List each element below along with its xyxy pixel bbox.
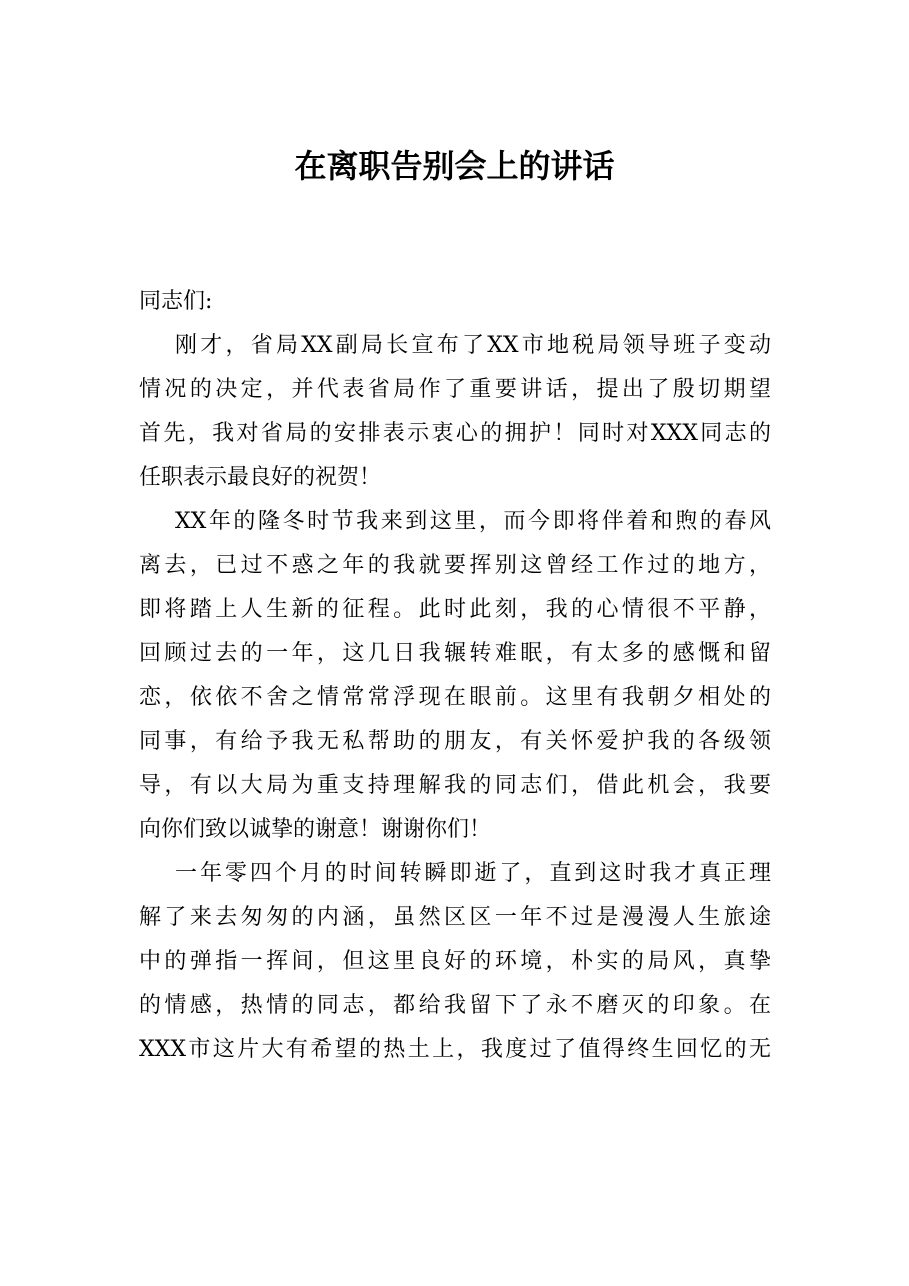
paragraph-line: 导，有以大局为重支持理解我的同志们，借此机会，我要 bbox=[139, 773, 771, 798]
paragraph-line: 即将踏上人生新的征程。此时此刻，我的心情很不平静， bbox=[139, 597, 771, 622]
paragraph-line: 的情感，热情的同志，都给我留下了永不磨灭的印象。在 bbox=[139, 993, 771, 1018]
paragraph-line: 一年零四个月的时间转瞬即逝了，直到这时我才真正理 bbox=[175, 861, 771, 886]
paragraph-line: 同事，有给予我无私帮助的朋友，有关怀爱护我的各级领 bbox=[139, 729, 771, 754]
paragraph-line: 向你们致以诚挚的谢意！谢谢你们！ bbox=[139, 817, 492, 842]
paragraph-line: 离去，已过不惑之年的我就要挥别这曾经工作过的地方， bbox=[139, 553, 771, 578]
paragraph-line: 刚才，省局XX副局长宣布了XX市地税局领导班子变动 bbox=[175, 333, 771, 358]
paragraph-line: 首先，我对省局的安排表示衷心的拥护！同时对XXX同志的 bbox=[139, 421, 771, 446]
paragraph-line: 任职表示最良好的祝贺！ bbox=[139, 465, 382, 490]
speech-body bbox=[139, 280, 771, 1072]
paragraph-line: 中的弹指一挥间，但这里良好的环境，朴实的局风，真挚 bbox=[139, 949, 771, 974]
salutation: 同志们: bbox=[139, 289, 213, 314]
paragraph-line: 解了来去匆匆的内涵，虽然区区一年不过是漫漫人生旅途 bbox=[139, 905, 771, 930]
paragraph-line: 回顾过去的一年，这几日我辗转难眠，有太多的感慨和留 bbox=[139, 641, 771, 666]
paragraph-line: XXX市这片大有希望的热土上，我度过了值得终生回忆的无 bbox=[139, 1037, 771, 1062]
paragraph-line: 情况的决定，并代表省局作了重要讲话，提出了殷切期望 bbox=[139, 377, 771, 402]
paragraph-line: 恋，依依不舍之情常常浮现在眼前。这里有我朝夕相处的 bbox=[139, 685, 771, 710]
page-title: 在离职告别会上的讲话 bbox=[294, 147, 615, 185]
paragraph-line: XX年的隆冬时节我来到这里，而今即将伴着和煦的春风 bbox=[175, 509, 771, 534]
